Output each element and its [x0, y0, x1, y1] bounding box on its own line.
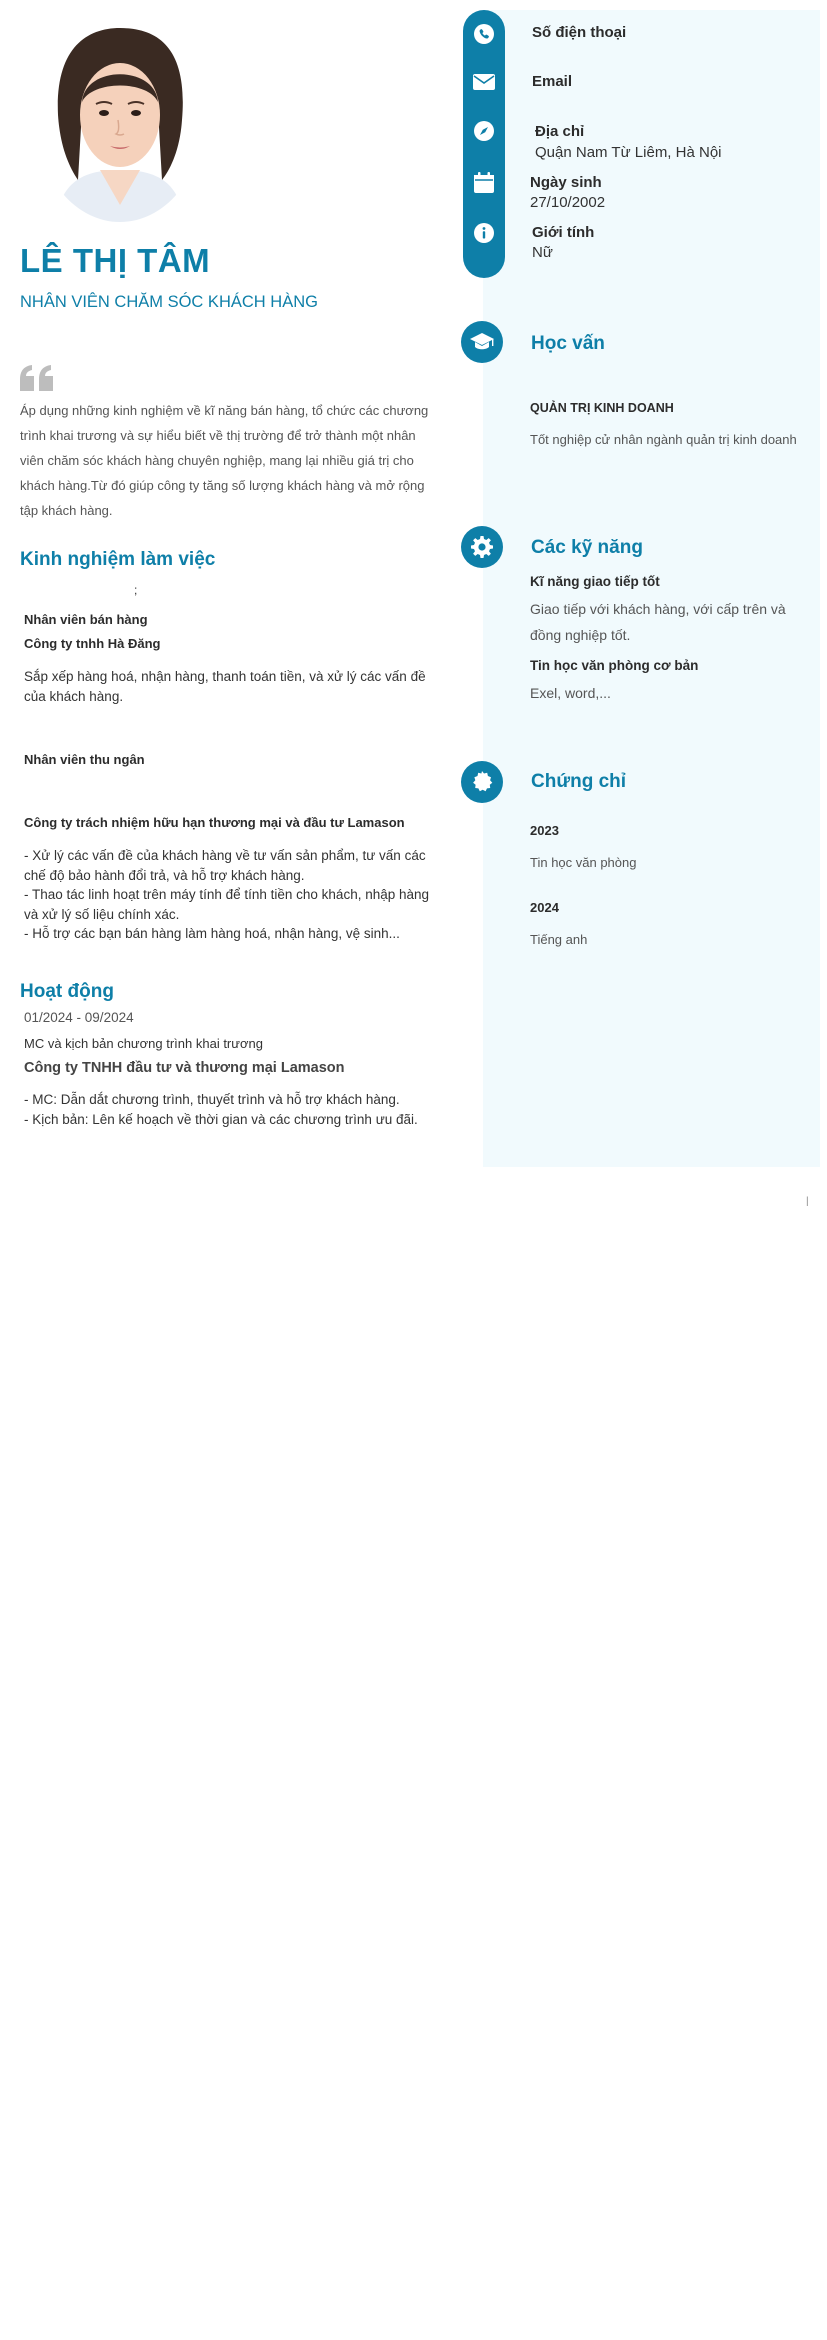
cert-1-name: Tin học văn phòng	[530, 855, 637, 870]
job-2-line: - Hỗ trợ các bạn bán hàng làm hàng hoá, nhận hàng, vệ sinh...	[24, 926, 400, 941]
cert-2-name: Tiếng anh	[530, 932, 588, 947]
job-2-position: Nhân viên thu ngân	[24, 752, 145, 767]
job-1-position: Nhân viên bán hàng	[24, 612, 148, 627]
job-2-description	[24, 846, 449, 944]
avatar	[30, 20, 200, 225]
email-label: Email	[532, 73, 573, 90]
summary-text: Áp dụng những kinh nghiệm về kĩ năng bán hàng, tổ chức các chương trình khai trương và sự hiểu biết về thị trường để trở thành một nhân viên chăm sóc khách hàng chuyên nghiệp, mang lại nhiều giá trị cho khách hàng.Từ đó giúp công ty tăng số lượng khách hàng và mở rộng tập khách hàng.	[20, 403, 429, 518]
skill-1-description	[530, 596, 786, 648]
cert-1-year: 2023	[530, 823, 559, 838]
gender-value: Nữ	[532, 244, 553, 261]
cert-2-year: 2024	[530, 900, 559, 915]
gear-icon	[461, 526, 503, 568]
experience-title: Kinh nghiệm làm việc	[20, 549, 216, 570]
job-1-company: Công ty tnhh Hà Đăng	[24, 636, 161, 651]
activity-line: - MC: Dẫn dắt chương trình, thuyết trình và hỗ trợ khách hàng.	[24, 1092, 400, 1107]
stray-mark: ;	[134, 583, 138, 597]
job-2-line: và xử lý số liệu chính xác.	[24, 906, 180, 922]
activity-description	[24, 1090, 449, 1129]
skill-2-name: Tin học văn phòng cơ bản	[530, 658, 699, 673]
job-2-line: - Thao tác linh hoạt trên máy tính để tính tiền cho khách, nhập hàng	[24, 887, 430, 902]
address-value: Quận Nam Từ Liêm, Hà Nội	[535, 144, 722, 161]
job-2-company: Công ty trách nhiệm hữu hạn thương mại và đầu tư Lamason	[24, 815, 405, 830]
job-2-line: chế độ bảo hành đổi trả, và hỗ trợ khách hàng.	[24, 867, 305, 883]
skill-2-line: Exel, word,...	[530, 685, 611, 701]
address-label: Địa chỉ	[535, 123, 585, 140]
envelope-icon	[463, 61, 505, 103]
job-1-description: Sắp xếp hàng hoá, nhận hàng, thanh toán tiền, và xử lý các vấn đề của khách hàng.	[24, 669, 426, 704]
job-2-line: - Xử lý các vấn đề của khách hàng về tư vấn sản phẩm, tư vấn các	[24, 848, 426, 863]
education-title: Học vấn	[531, 333, 605, 354]
compass-icon	[463, 110, 505, 152]
birth-label: Ngày sinh	[530, 174, 602, 191]
page-marker: |	[806, 1196, 809, 1207]
education-major: QUẢN TRỊ KINH DOANH	[530, 401, 674, 415]
skill-1-line: đồng nghiệp tốt.	[530, 627, 631, 643]
birth-value: 27/10/2002	[530, 194, 606, 211]
activity-company: Công ty TNHH đầu tư và thương mại Lamason	[24, 1060, 345, 1076]
skills-title: Các kỹ năng	[531, 537, 643, 558]
certificates-title: Chứng chỉ	[531, 771, 627, 792]
info-icon	[463, 212, 505, 254]
activity-line: - Kịch bản: Lên kế hoạch về thời gian và các chương trình ưu đãi.	[24, 1111, 418, 1127]
activity-role: MC và kịch bản chương trình khai trương	[24, 1036, 263, 1051]
skill-2-description	[530, 680, 611, 706]
phone-label: Số điện thoại	[532, 24, 627, 41]
job-title: NHÂN VIÊN CHĂM SÓC KHÁCH HÀNG	[20, 293, 318, 311]
quote-icon	[20, 365, 54, 395]
calendar-icon	[463, 161, 505, 203]
activity-date: 01/2024 - 09/2024	[24, 1010, 134, 1025]
activities-title: Hoạt động	[20, 981, 114, 1002]
gender-label: Giới tính	[532, 224, 595, 241]
phone-icon	[463, 13, 505, 55]
education-detail: Tốt nghiệp cử nhân ngành quản trị kinh doanh	[530, 432, 797, 447]
skill-1-name: Kĩ năng giao tiếp tốt	[530, 574, 660, 589]
full-name: LÊ THỊ TÂM	[20, 242, 211, 279]
skill-1-line: Giao tiếp với khách hàng, với cấp trên và	[530, 601, 786, 617]
badge-icon	[461, 761, 503, 803]
graduation-cap-icon	[461, 321, 503, 363]
